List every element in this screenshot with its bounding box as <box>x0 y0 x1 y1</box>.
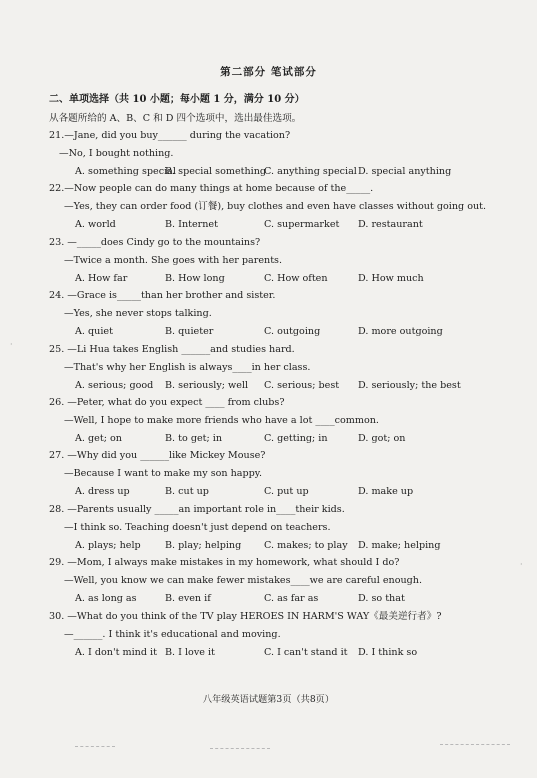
option-d: D. got; on <box>358 433 406 444</box>
option-d: D. restaurant <box>358 219 423 231</box>
question-stem: 23. —_____does Cindy go to the mountains? <box>49 236 261 248</box>
question-stem: 30. —What do you think of the TV play HEROES IN HARM'S WAY《最美逆行者》? <box>49 610 442 622</box>
question-stem: 22.—Now people can do many things at home because of the_____. <box>49 183 374 195</box>
option-d: D. I think so <box>358 646 418 658</box>
option-b: B. I love it <box>165 646 215 658</box>
option-a: A. something special <box>75 166 176 177</box>
option-c: C. makes; to play <box>264 539 348 551</box>
option-c: C. serious; best <box>264 379 340 391</box>
question-stem: 26. —Peter, what do you expect ____ from clubs? <box>49 397 285 408</box>
option-d: D. seriously; the best <box>358 379 461 391</box>
question-stem: 29. —Mom, I always make mistakes in my homework, what should I do? <box>49 557 400 569</box>
option-c: C. I can't stand it <box>264 646 348 658</box>
question-stem: 25. —Li Hua takes English ______and studies hard. <box>49 343 295 355</box>
section-instruction: 从各题所给的 A、B、C 和 D 四个选项中，选出最佳选项。 <box>49 113 302 124</box>
question-stem: 21.—Jane, did you buy______ during the vacation? <box>49 130 291 141</box>
option-c: C. How often <box>264 272 328 284</box>
scan-mark: · <box>520 560 523 569</box>
option-b: B. special something <box>165 166 267 177</box>
page-footer: 八年级英语试题第3页（共8页） <box>202 694 335 705</box>
option-a: A. I don't mind it <box>75 646 157 658</box>
option-b: B. seriously; well <box>165 379 249 391</box>
option-b: B. play; helping <box>165 539 242 551</box>
scan-mark: · <box>10 340 13 349</box>
option-d: D. more outgoing <box>358 326 443 338</box>
option-a: A. serious; good <box>75 379 154 391</box>
question-reply: —Well, I hope to make more friends who have a lot ____common. <box>64 415 379 426</box>
option-c: C. supermarket <box>264 219 340 231</box>
option-c: C. anything special <box>264 166 357 177</box>
question-reply: —Twice a month. She goes with her parents. <box>64 254 283 266</box>
option-c: C. put up <box>264 486 309 498</box>
option-a: A. plays; help <box>75 539 141 551</box>
question-reply: —Yes, they can order food (订餐), buy clothes and even have classes without going out. <box>64 201 487 213</box>
question-reply: —Yes, she never stops talking. <box>64 308 212 320</box>
option-a: A. How far <box>75 272 128 284</box>
scan-mark <box>440 744 510 745</box>
question-reply: —Well, you know we can make fewer mistakes____we are careful enough. <box>64 575 423 587</box>
scan-mark <box>210 748 270 749</box>
question-stem: 24. —Grace is_____than her brother and sister. <box>49 290 276 302</box>
option-a: A. as long as <box>75 593 137 605</box>
option-b: B. cut up <box>165 486 209 498</box>
option-a: A. dress up <box>75 486 130 498</box>
option-c: C. getting; in <box>264 433 328 444</box>
scan-mark <box>75 746 115 747</box>
option-b: B. Internet <box>165 219 218 231</box>
option-a: A. quiet <box>75 326 113 338</box>
question-reply: —That's why her English is always____in her class. <box>64 361 311 373</box>
section-heading: 二、单项选择（共 10 小题；每小题 1 分，满分 10 分） <box>49 94 305 105</box>
page-title: 第二部分 笔试部分 <box>220 66 317 78</box>
option-c: C. outgoing <box>264 326 321 338</box>
option-a: A. get; on <box>75 433 122 444</box>
question-reply: —No, I bought nothing. <box>59 148 174 159</box>
option-a: A. world <box>75 219 116 231</box>
option-d: D. so that <box>358 593 405 605</box>
question-reply: —Because I want to make my son happy. <box>64 468 263 480</box>
question-reply: —______. I think it's educational and moving. <box>64 628 281 640</box>
option-d: D. How much <box>358 272 424 284</box>
question-reply: —I think so. Teaching doesn't just depend on teachers. <box>64 521 331 533</box>
question-stem: 28. —Parents usually _____an important role in____their kids. <box>49 503 345 515</box>
option-b: B. even if <box>165 593 211 605</box>
question-stem: 27. —Why did you ______like Mickey Mouse? <box>49 450 266 462</box>
option-d: D. make; helping <box>358 539 441 551</box>
option-c: C. as far as <box>264 593 319 605</box>
option-b: B. quieter <box>165 326 214 338</box>
option-b: B. to get; in <box>165 433 223 444</box>
option-d: D. make up <box>358 486 414 498</box>
option-d: D. special anything <box>358 166 452 177</box>
option-b: B. How long <box>165 272 225 284</box>
